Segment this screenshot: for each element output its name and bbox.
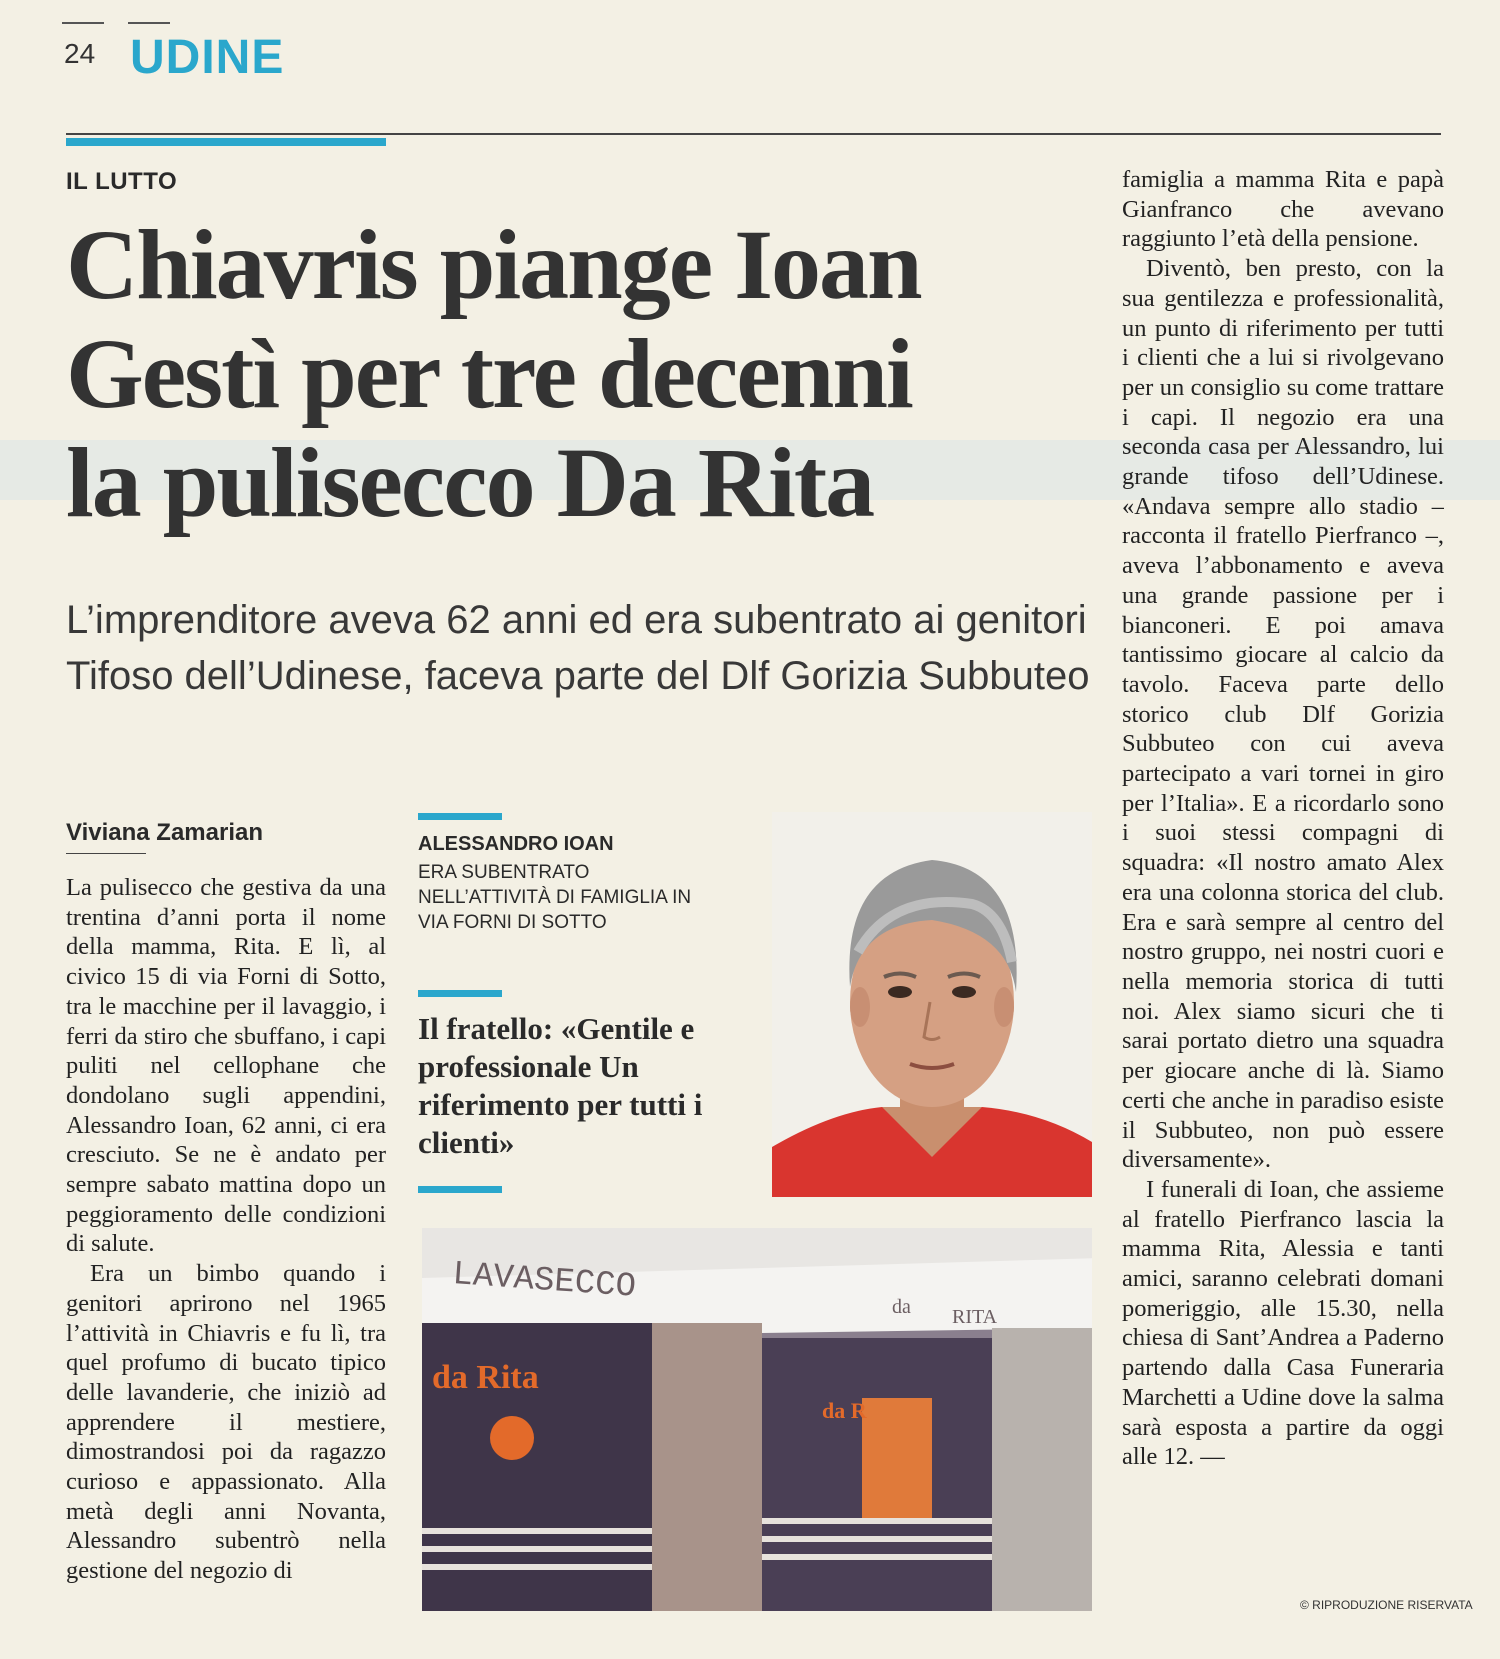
shop-sign-da: da bbox=[892, 1296, 911, 1318]
quote-accent-bar-top bbox=[418, 990, 502, 997]
shop-window-left: da Rita bbox=[432, 1359, 539, 1396]
shop-illustration bbox=[422, 1228, 1092, 1611]
quote-accent-bar-bottom bbox=[418, 1186, 502, 1193]
headline bbox=[66, 210, 1056, 537]
article-column-3 bbox=[1122, 165, 1444, 1585]
portrait-illustration bbox=[772, 812, 1092, 1197]
section-title: UDINE bbox=[130, 31, 285, 84]
top-tick-left bbox=[62, 22, 104, 24]
top-tick-right bbox=[128, 22, 170, 24]
shop-sign-rita: RITA bbox=[952, 1306, 998, 1328]
paragraph: famiglia a mamma Rita e papà Gianfranco che avevano raggiunto l’età della pensione. bbox=[1122, 166, 1444, 253]
paragraph: I funerali di Ioan, che assieme al fratello Pierfranco lascia la mamma Rita, Alessia e tanti amici, saranno celebrati domani pomeriggio, alle 15.30, nella chiesa di Sant’Andrea a Paderno partendo dalla Casa Funeraria Marchetti a Udine dove la salma sarà esposta a partire da oggi alle 12. — bbox=[1122, 1175, 1444, 1471]
shop-sign-lavasecco: LAVASECCO bbox=[451, 1256, 638, 1307]
copyright-notice: © RIPRODUZIONE RISERVATA bbox=[1300, 1598, 1473, 1612]
subheadline-line-1: L’imprenditore aveva 62 anni ed era subentrato ai genitori bbox=[66, 598, 1087, 642]
headline-line-1: Chiavris piange Ioan bbox=[66, 209, 921, 320]
subheadline bbox=[66, 592, 1106, 704]
headline-line-2: Gestì per tre decenni bbox=[66, 318, 912, 429]
author-byline: Viviana Zamarian bbox=[66, 819, 263, 846]
paragraph: Diventò, ben presto, con la sua gentilezza e professionalità, un punto di riferimento per tutti i clienti che a lui si rivolgevano per un consiglio su come trattare i capi. Il negozio era una seconda casa per Alessandro, lui grande tifoso dell’Udinese. «Andava sempre allo stadio – racconta il fratello Pierfranco –, aveva l’abbonamento e aveva una grande passione per i bianconeri. E poi amava tantissimo giocare al calcio da tavolo. Faceva parte dello storico club Dlf Gorizia Subbuteo con cui aveva partecipato a vari tornei in giro per l’Italia». E a ricordarlo sono i suoi stessi compagni di squadra: «Il nostro amato Alex era una colonna storica del club. Era e sarà sempre al centro del nostro gruppo, nei nostri cuori e nella memoria storica di tutti noi. Alex siamo sicuri che ti sarai portato dietro una squadra per giocare anche di là. Siamo certi che anche in paradiso esiste il Subbuteo, non può essere diversamente». bbox=[1122, 255, 1444, 1174]
caption-accent-bar bbox=[418, 813, 502, 820]
shop-window-right: da R bbox=[822, 1398, 867, 1423]
caption-text: ERA SUBENTRATO NELL’ATTIVITÀ DI FAMIGLIA IN VIA FORNI DI SOTTO bbox=[418, 862, 692, 933]
article-column-1 bbox=[66, 873, 386, 1603]
paragraph: La pulisecco che gestiva da una trentina d’anni porta il nome della mamma, Rita. E lì, al civico 15 di via Forni di Sotto, tra le macchine per il lavaggio, i ferri da stiro che sbuffano, i capi puliti nel cellophane che dondolano sugli appendini, Alessandro Ioan, 62 anni, ci era cresciuto. Se ne è andato per sempre sabato mattina dopo un peggioramento delle condizioni di salute. bbox=[66, 874, 386, 1258]
headline-line-3: la pulisecco Da Rita bbox=[66, 427, 874, 538]
pull-quote: Il fratello: «Gentile e professionale Un riferimento per tutti i clienti» bbox=[418, 1011, 703, 1160]
accent-bar bbox=[66, 138, 386, 146]
page-number: 24 bbox=[64, 38, 96, 69]
header-rule bbox=[66, 133, 1441, 135]
caption-name: ALESSANDRO IOAN bbox=[418, 833, 614, 855]
kicker: IL LUTTO bbox=[66, 168, 178, 195]
byline-rule bbox=[66, 853, 146, 854]
portrait-photo bbox=[772, 812, 1092, 1197]
paragraph: Era un bimbo quando i genitori aprirono nel 1965 l’attività in Chiavris e fu lì, tra quel profumo di bucato tipico delle lavanderie, che iniziò ad apprendere il mestiere, dimostrandosi poi da ragazzo curioso e appassionato. Alla metà degli anni Novanta, Alessandro subentrò nella gestione del negozio di bbox=[66, 1260, 386, 1585]
subheadline-line-2: Tifoso dell’Udinese, faceva parte del Dlf Gorizia Subbuteo bbox=[66, 654, 1090, 698]
shop-photo bbox=[422, 1228, 1092, 1611]
